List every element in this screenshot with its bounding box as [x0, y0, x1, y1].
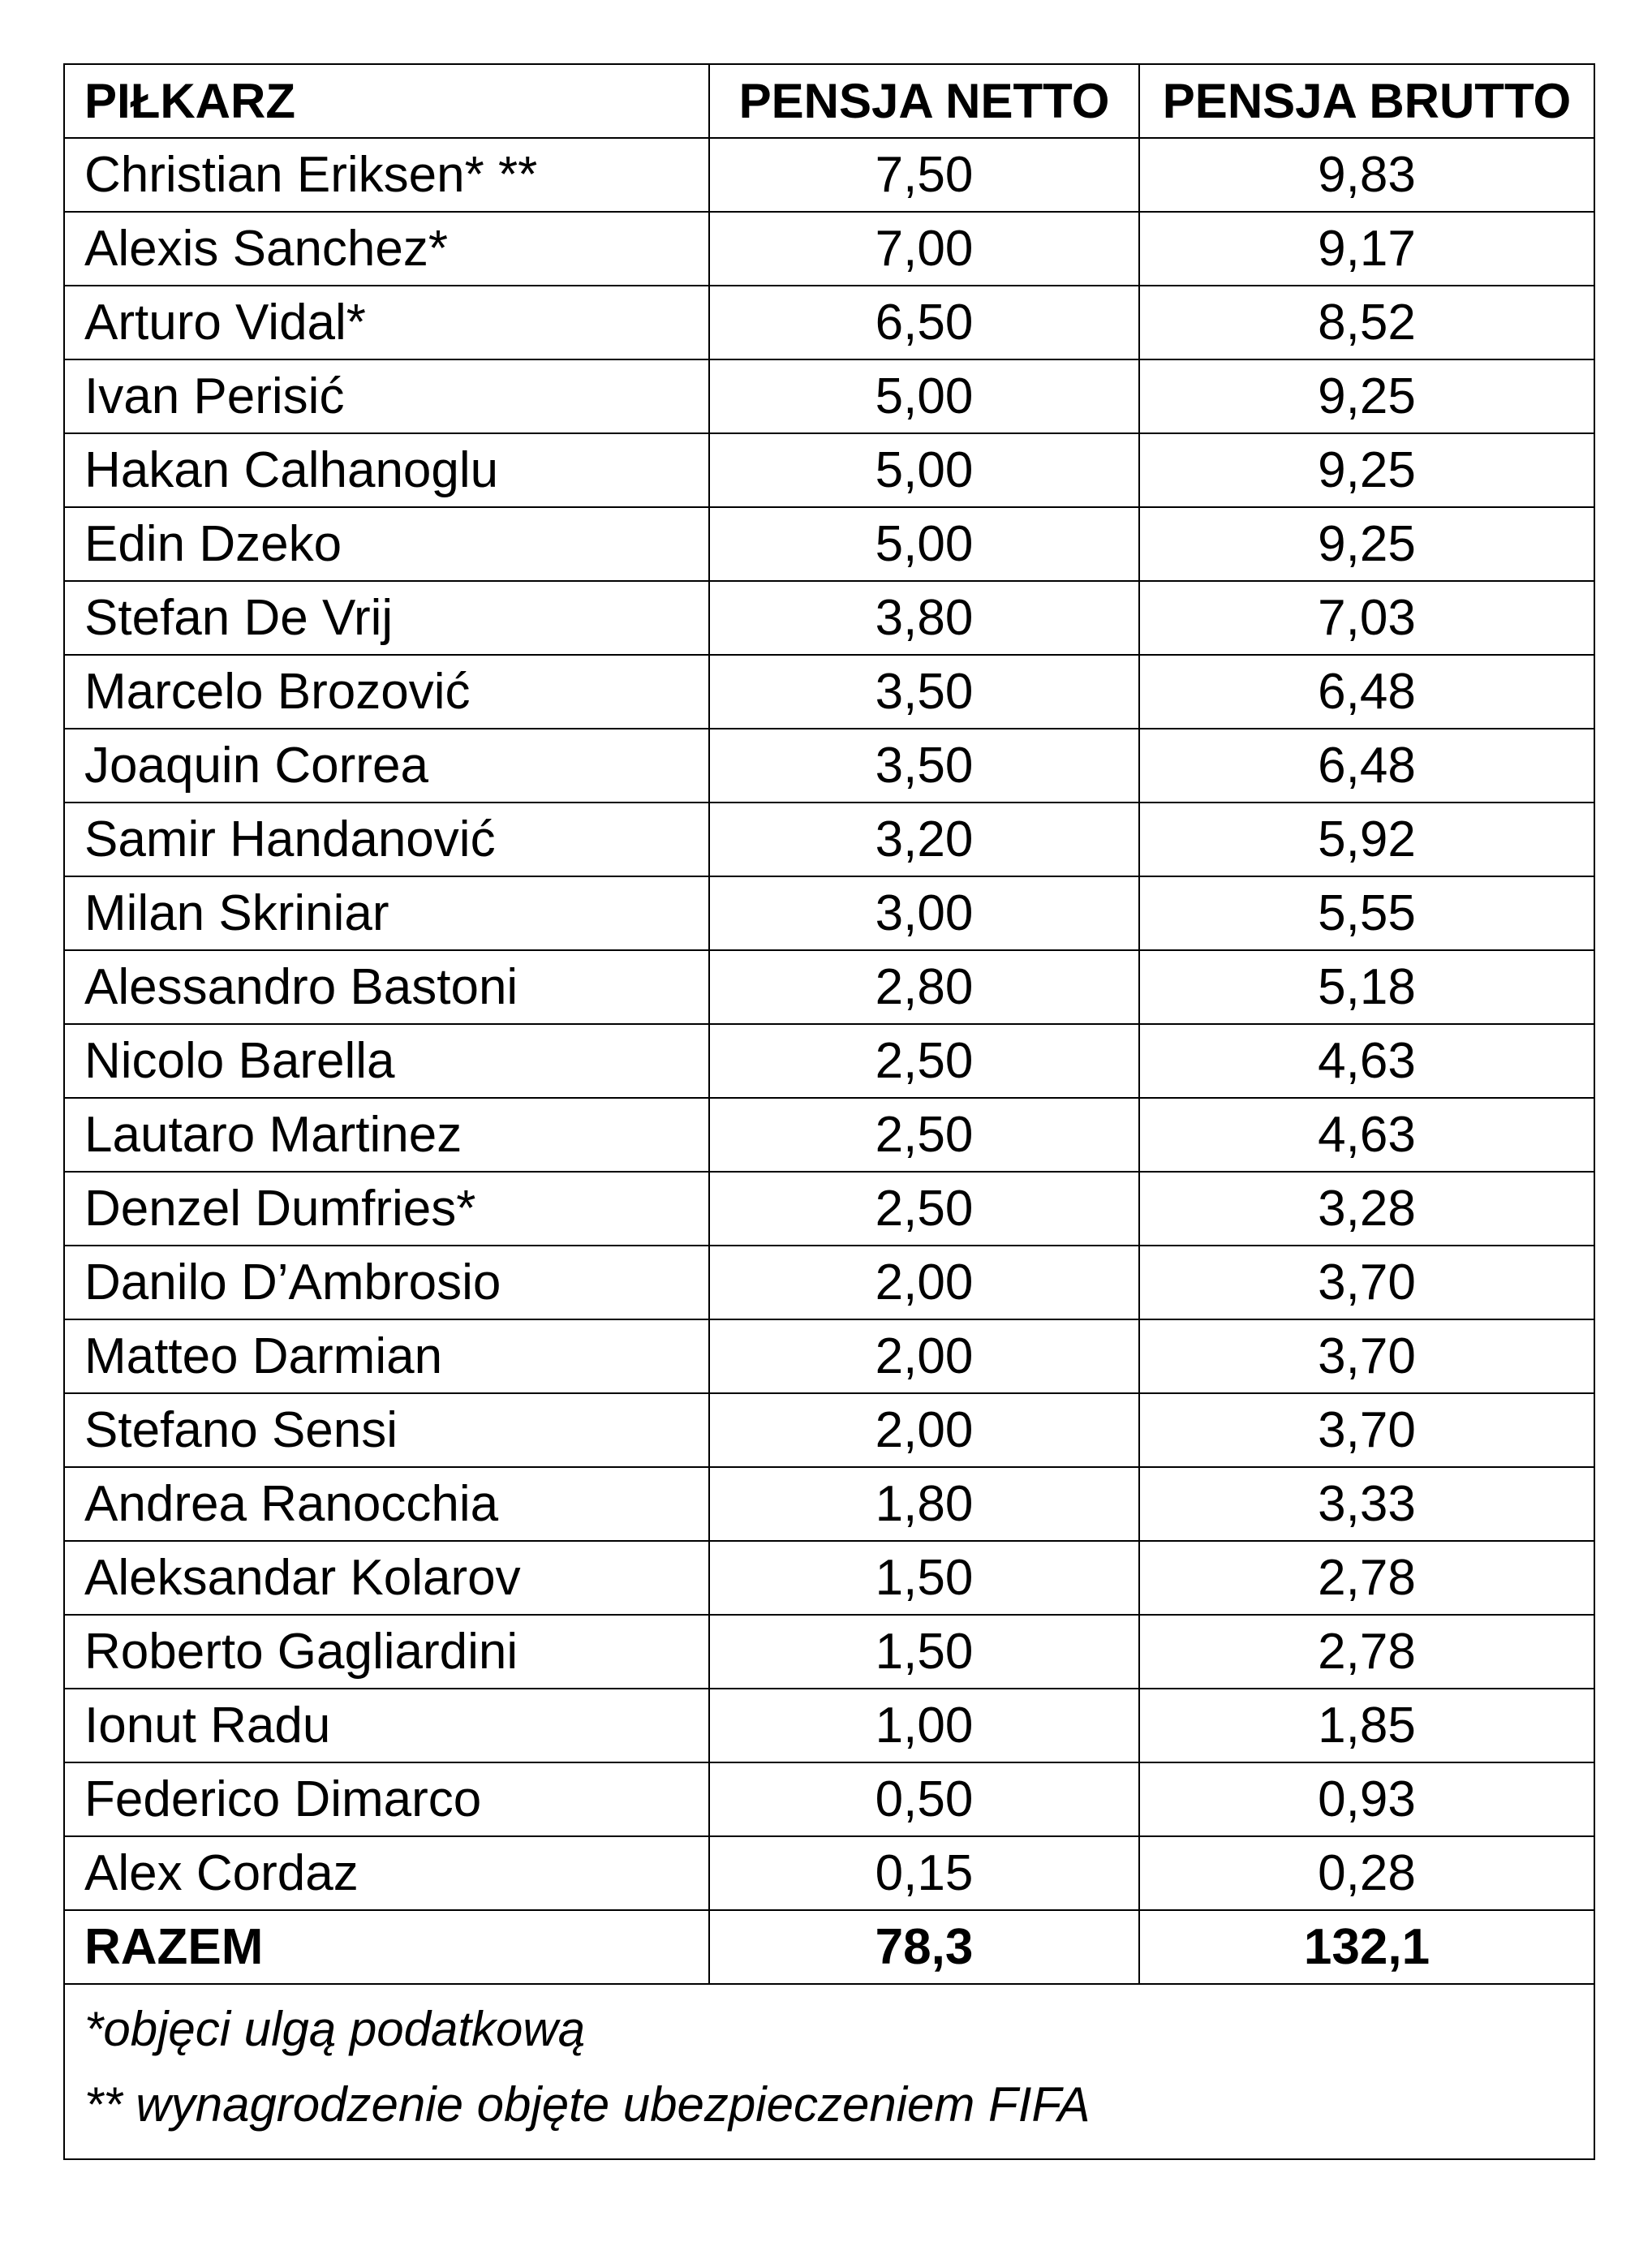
table-row [64, 1689, 1594, 1762]
table-row [64, 1319, 1594, 1393]
table-row [64, 138, 1594, 212]
net-salary: 3,00 [709, 876, 1139, 950]
net-salary: 5,00 [709, 507, 1139, 581]
gross-salary: 2,78 [1139, 1615, 1594, 1689]
total-net: 78,3 [709, 1910, 1139, 1984]
gross-salary: 9,25 [1139, 433, 1594, 507]
net-salary: 1,00 [709, 1689, 1139, 1762]
gross-salary: 9,83 [1139, 138, 1594, 212]
header-player: PIŁKARZ [64, 64, 709, 138]
player-name: Roberto Gagliardini [64, 1615, 709, 1689]
gross-salary: 5,18 [1139, 950, 1594, 1024]
table-row [64, 876, 1594, 950]
net-salary: 2,00 [709, 1246, 1139, 1319]
net-salary: 5,00 [709, 359, 1139, 433]
table-row [64, 729, 1594, 803]
net-salary: 7,00 [709, 212, 1139, 286]
gross-salary: 3,33 [1139, 1467, 1594, 1541]
gross-salary: 3,70 [1139, 1246, 1594, 1319]
gross-salary: 4,63 [1139, 1098, 1594, 1172]
gross-salary: 7,03 [1139, 581, 1594, 655]
player-name: Denzel Dumfries* [64, 1172, 709, 1246]
player-name: Hakan Calhanoglu [64, 433, 709, 507]
net-salary: 2,00 [709, 1319, 1139, 1393]
net-salary: 1,50 [709, 1615, 1139, 1689]
table-row [64, 286, 1594, 359]
net-salary: 2,50 [709, 1172, 1139, 1246]
player-name: Samir Handanović [64, 803, 709, 876]
table-row [64, 433, 1594, 507]
gross-salary: 6,48 [1139, 729, 1594, 803]
table-row [64, 655, 1594, 729]
gross-salary: 0,93 [1139, 1762, 1594, 1836]
header-net-salary: PENSJA NETTO [709, 64, 1139, 138]
player-name: Stefan De Vrij [64, 581, 709, 655]
player-name: Alex Cordaz [64, 1836, 709, 1910]
table-body [64, 138, 1594, 1910]
player-name: Andrea Ranocchia [64, 1467, 709, 1541]
net-salary: 7,50 [709, 138, 1139, 212]
table-row [64, 507, 1594, 581]
total-label: RAZEM [64, 1910, 709, 1984]
player-name: Alexis Sanchez* [64, 212, 709, 286]
gross-salary: 6,48 [1139, 655, 1594, 729]
player-name: Nicolo Barella [64, 1024, 709, 1098]
gross-salary: 9,17 [1139, 212, 1594, 286]
table-row [64, 212, 1594, 286]
gross-salary: 3,28 [1139, 1172, 1594, 1246]
footnote-fifa-insurance: ** wynagrodzenie objęte ubezpieczeniem FIFA [84, 2077, 1091, 2132]
player-name: Marcelo Brozović [64, 655, 709, 729]
gross-salary: 5,55 [1139, 876, 1594, 950]
table-row [64, 1246, 1594, 1319]
player-name: Arturo Vidal* [64, 286, 709, 359]
net-salary: 3,50 [709, 655, 1139, 729]
gross-salary: 4,63 [1139, 1024, 1594, 1098]
net-salary: 2,00 [709, 1393, 1139, 1467]
table-row [64, 581, 1594, 655]
gross-salary: 0,28 [1139, 1836, 1594, 1910]
net-salary: 0,15 [709, 1836, 1139, 1910]
gross-salary: 3,70 [1139, 1319, 1594, 1393]
net-salary: 3,80 [709, 581, 1139, 655]
table-row [64, 1836, 1594, 1910]
player-name: Lautaro Martinez [64, 1098, 709, 1172]
table-row [64, 1541, 1594, 1615]
notes-row [64, 1984, 1594, 2159]
net-salary: 0,50 [709, 1762, 1139, 1836]
table-row [64, 1615, 1594, 1689]
gross-salary: 2,78 [1139, 1541, 1594, 1615]
player-name: Aleksandar Kolarov [64, 1541, 709, 1615]
net-salary: 2,50 [709, 1024, 1139, 1098]
table-row [64, 1172, 1594, 1246]
player-name: Ionut Radu [64, 1689, 709, 1762]
table-row [64, 1098, 1594, 1172]
player-name: Matteo Darmian [64, 1319, 709, 1393]
salary-table [63, 63, 1595, 2160]
net-salary: 2,80 [709, 950, 1139, 1024]
gross-salary: 8,52 [1139, 286, 1594, 359]
table-row [64, 1762, 1594, 1836]
total-gross: 132,1 [1139, 1910, 1594, 1984]
gross-salary: 9,25 [1139, 507, 1594, 581]
gross-salary: 9,25 [1139, 359, 1594, 433]
player-name: Alessandro Bastoni [64, 950, 709, 1024]
net-salary: 5,00 [709, 433, 1139, 507]
gross-salary: 5,92 [1139, 803, 1594, 876]
player-name: Joaquin Correa [64, 729, 709, 803]
footnotes [64, 1984, 1594, 2159]
net-salary: 2,50 [709, 1098, 1139, 1172]
gross-salary: 3,70 [1139, 1393, 1594, 1467]
player-name: Christian Eriksen* ** [64, 138, 709, 212]
player-name: Ivan Perisić [64, 359, 709, 433]
table-row [64, 950, 1594, 1024]
net-salary: 3,20 [709, 803, 1139, 876]
player-name: Edin Dzeko [64, 507, 709, 581]
header-row [64, 64, 1594, 138]
player-name: Danilo D’Ambrosio [64, 1246, 709, 1319]
net-salary: 3,50 [709, 729, 1139, 803]
table-row [64, 803, 1594, 876]
footnote-tax-relief: *objęci ulgą podatkową [84, 2002, 586, 2056]
table-row [64, 359, 1594, 433]
table-row [64, 1024, 1594, 1098]
net-salary: 6,50 [709, 286, 1139, 359]
net-salary: 1,80 [709, 1467, 1139, 1541]
player-name: Milan Skriniar [64, 876, 709, 950]
net-salary: 1,50 [709, 1541, 1139, 1615]
total-row [64, 1910, 1594, 1984]
player-name: Stefano Sensi [64, 1393, 709, 1467]
table-row [64, 1467, 1594, 1541]
gross-salary: 1,85 [1139, 1689, 1594, 1762]
player-name: Federico Dimarco [64, 1762, 709, 1836]
header-gross-salary: PENSJA BRUTTO [1139, 64, 1594, 138]
table-row [64, 1393, 1594, 1467]
